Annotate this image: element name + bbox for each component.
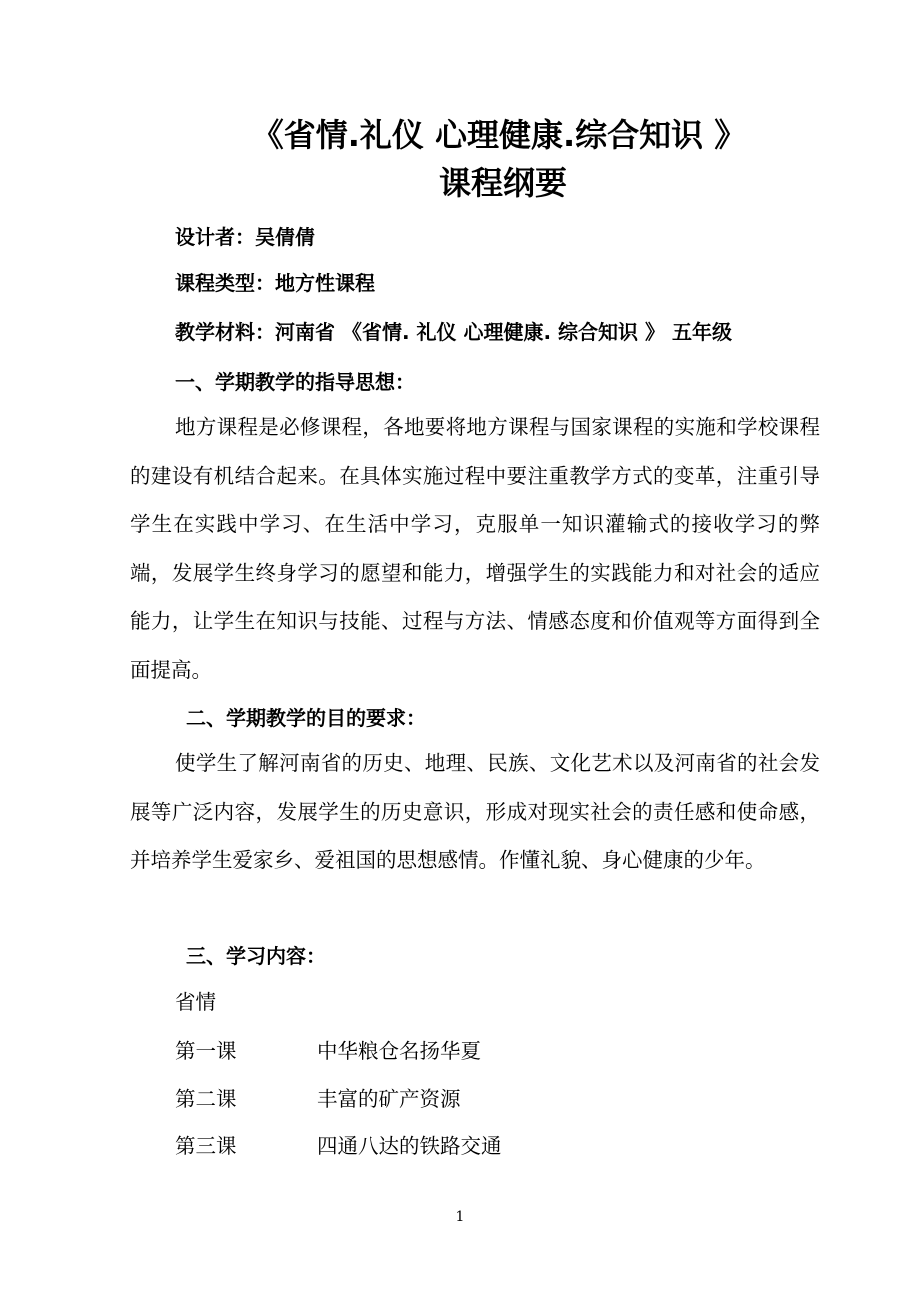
section-1-heading: 一、学期教学的指导思想： [175,370,415,394]
course-type-line: 课程类型：地方性课程 [175,271,375,295]
lesson-1-title: 中华粮仓名扬华夏 [317,1039,481,1063]
lesson-3-title: 四通八达的铁路交通 [317,1134,502,1158]
lesson-1-number: 第一课 [175,1039,237,1063]
section-3-subheading: 省情 [175,990,216,1014]
section-3-heading: 三、学习内容： [186,944,326,968]
section-2-heading: 二、学期教学的目的要求： [186,706,426,730]
page-number: 1 [455,1209,465,1225]
document-title: 《省情.礼仪 心理健康.综合知识 》 [251,116,747,154]
lesson-2-number: 第二课 [175,1087,237,1111]
designer-line: 设计者：吴倩倩 [175,225,315,249]
lesson-2-title: 丰富的矿产资源 [317,1087,461,1111]
materials-line: 教学材料：河南省 《省情. 礼仪 心理健康. 综合知识 》 五年级 [175,320,732,344]
lesson-3-number: 第三课 [175,1134,237,1158]
document-subtitle: 课程纲要 [438,164,567,202]
section-1-body: 地方课程是必修课程，各地要将地方课程与国家课程的实施和学校课程的建设有机结合起来。在具体实施过程中要注重教学方式的变革，注重引导学生在实践中学习、在生活中学习，克服单一知识灌输式的接收学习的弊端，发展学生终身学习的愿望和能力，增强学生的实践能力和对社会的适应能力，让学生在知识与技能、过程与方法、情感态度和价值观等方面得到全面提高。 [130,415,820,682]
section-2-body: 使学生了解河南省的历史、地理、民族、文化艺术以及河南省的社会发展等广泛内容，发展学生的历史意识，形成对现实社会的责任感和使命感，并培养学生爱家乡、爱祖国的思想感情。作懂礼貌、身心健康的少年。 [130,751,820,873]
